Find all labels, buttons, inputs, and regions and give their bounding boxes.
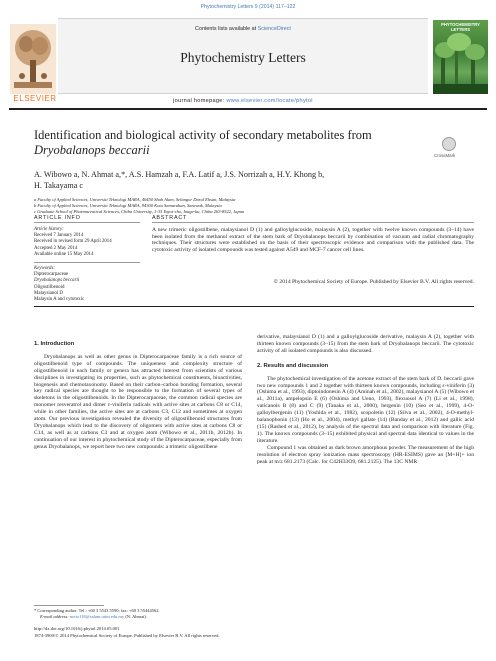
keywords-rule: [34, 262, 140, 263]
right-paragraph-1: derivative, malaysianol D (1) and a galloylglucoside derivative, malaysin A (2), together with thirteen known compounds (3–15) from the stem bark of Dryobalanops beccarii. The cytotoxic activity of all isolated compounds is also discussed.: [257, 334, 474, 354]
header-rule: [9, 108, 487, 110]
keyword-item: Malaysin A and cytotoxic: [34, 297, 85, 303]
article-history: [34, 227, 134, 258]
keyword-item: Malaysianol D: [34, 290, 63, 296]
contents-available-line: [58, 26, 428, 32]
affiliation-a: a Faculty of Applied Sciences, Universiti Teknologi MARA, 40450 Shah Alam, Selangor Darul Ehsan, Malaysia: [34, 197, 236, 202]
title-line-1: Identification and biological activity of secondary metabolites from: [34, 128, 372, 142]
crossmark-label[interactable]: CrossMark: [434, 153, 456, 158]
keyword-item: Dryobalanops beccarii: [34, 278, 80, 284]
journal-homepage-line: [58, 98, 428, 104]
authors-line-1: A. Wibowo a, N. Ahmat a,*, A.S. Hamzah a, F.A. Latif a, J.S. Norrizah a, H.Y. Khong b,: [34, 170, 325, 179]
introduction-paragraph: Dryobalanops as well as other genus in Dipterocarpaceae family is a rich source of oligostilbenoid type of compounds. The uniqueness and complexity structure of oligostilbenoid in each family or genera has attracted interest from scientists of various disciplines in investigating its properties, such as phytochemical constituents, bioactivities, biogenesis and chemotaxonomy. Based on their carbon–carbon bonding formation, several key radical species are thought to be responsible to the formation of several types of skeletons in the oligostilbenoids. In the Dipterocarpaceae, the common radical species are monomer resveratrol and dimer ε-viniferin radicals with active sites at carbons C8 or C14, while in other families, the active sites are at carbons C3, C12 and sometimes at oxygen atom. Our previous investigation revealed the diversity of oligostilbenoid structures from Dryobalanops which lead to the discovery of oligomers with active sites at carbons C8 or C14, as well as at carbons C3 and at oxygen atom (Wibowo et al., 2011b, 2012b). In continuation of our interest in phytochemical study of the Dipterocarpaceae, especially from genus Dryobalanops, we report here two new compounds: a trimeric oligostilbene: [34, 353, 242, 450]
history-online: Available online 15 May 2014: [34, 251, 94, 257]
info-rule: [34, 222, 140, 223]
introduction-heading: 1. Introduction: [34, 341, 75, 347]
contents-prefix: Contents lists available at: [195, 26, 258, 32]
affiliation-c: c Graduate School of Pharmaceutical Sciences, Chiba University, 1-33 Yayoi-cho, Inage-ku, Chiba 263-8522, Japan: [34, 209, 245, 214]
article-title: [34, 128, 414, 158]
authors-line-2: H. Takayama c: [34, 180, 84, 190]
affiliation-b: b Faculty of Applied Sciences, Universiti Teknologi MARA, 94300 Kota Samarahan, Sarawak, Malaysia: [34, 203, 222, 208]
author-list: [34, 170, 474, 191]
left-column: [34, 341, 242, 451]
sciencedirect-link[interactable]: ScienceDirect: [257, 26, 291, 32]
right-paragraph-3: Compound 1 was obtained as dark brown amorphous powder. The measurement of the high resolution of electron spray ionization mass spectroscopy (HR-ESIMS) gave an [M+H]+ ion peak at m/z 681.2173 (Calc. for C42H33O9, 681.2125). The 13C NMR: [257, 444, 474, 465]
article-info-label: ARTICLE INFO: [34, 215, 81, 221]
keywords-title: Keywords:: [34, 266, 56, 271]
doi-link[interactable]: http://dx.doi.org/10.1016/j.phytol.2014.05.001: [34, 626, 120, 631]
history-received: Received 7 January 2014: [34, 233, 84, 239]
journal-title: Phytochemistry Letters: [180, 50, 306, 65]
abstract-bottom-rule: [34, 306, 474, 307]
email-suffix: (N. Ahmat).: [124, 614, 147, 619]
abstract-text: A new trimeric oligostilbene, malaysianol D (1) and galloylglucoside, malaysin A (2), together with twelve known compounds (3–14) have been isolated from the methanol extract of the stem bark of Dryobalanops beccarii by combination of vacuum and radial chromatography techniques. Their structures were established on the basis of their spectroscopic evidence and comparison with the published data. The cytotoxic activity of isolated compounds was tested against A549 and MCF-7 cancer cell lines.: [152, 227, 474, 254]
elsevier-wordmark: ELSEVIER: [13, 94, 57, 103]
email-note: [34, 614, 254, 620]
abstract-rule: [152, 222, 474, 223]
crossmark-icon[interactable]: [442, 137, 456, 151]
elsevier-tree-logo: [10, 24, 56, 94]
right-paragraph-2: The phytochemical investigation of the acetone extract of the stem bark of D. beccarii gave two new compounds 1 and 2 together with thirteen known compounds, including ε-viniferin (3) (Oshima et al., 1993), diptoindonesin A (4) (Aminah et al., 2002), malaysianol A (5) (Wibowo et al., 2011a), ampelopsin E (6) (Oshima and Ueno, 1993), flexuosol A (7) (Li et al., 1998), vaticanols B (8) and C (9) (Tanaka et al., 2000), bergenin (10) (Seo et al., 1999), 4-O-galloylbergenin (11) (Yoshida et al., 1982), scopoletin (12) (Silva et al., 2002), 4-O-methyl-balanophonin (13) (Ho et al., 2004), methyl gallate (14) (Banday et al., 2012) and gallic acid (15) (Rashed et al., 2012), by analysis of the spectral data and comparison with literature (Fig. 1). The known compounds (3–15) exhibited physical and spectral data identical to values in the literature.: [257, 375, 474, 444]
keyword-item: Oligostilbenoid: [34, 284, 65, 290]
keyword-item: Dipterocarpaceae: [34, 272, 69, 278]
right-column: [257, 334, 474, 465]
abstract-label: ABSTRACT: [152, 215, 188, 221]
journal-citation[interactable]: Phytochemistry Letters 9 (2014) 117–122: [200, 4, 296, 10]
email-link[interactable]: noriz118@salam.uitm.edu.my: [69, 614, 125, 619]
history-revised: Received in revised form 29 April 2014: [34, 239, 112, 245]
email-prefix: E-mail address:: [40, 614, 70, 619]
footnote-rule: [34, 605, 104, 606]
cover-title: PHYTOCHEMISTRY LETTERS: [441, 22, 480, 32]
homepage-link[interactable]: www.elsevier.com/locate/phytol: [226, 98, 313, 104]
corresponding-author-note: * Corresponding author. Tel.: +60 3 5543 5590; fax: +60 3 55444562.: [34, 608, 160, 613]
results-heading: 2. Results and discussion: [257, 362, 329, 369]
history-title: Article history:: [34, 227, 64, 232]
keywords-block: [34, 266, 134, 303]
abstract-copyright: © 2014 Phytochemical Society of Europe. Published by Elsevier B.V. All rights reserved.: [273, 279, 474, 285]
history-accepted: Accepted 2 May 2014: [34, 245, 78, 251]
title-line-2: Dryobalanops beccarii: [34, 143, 150, 157]
issn-line: 1874-3900/© 2014 Phytochemical Society of Europe. Published by Elsevier B.V. All rights reserved.: [34, 633, 220, 638]
homepage-prefix: journal homepage:: [173, 98, 227, 104]
